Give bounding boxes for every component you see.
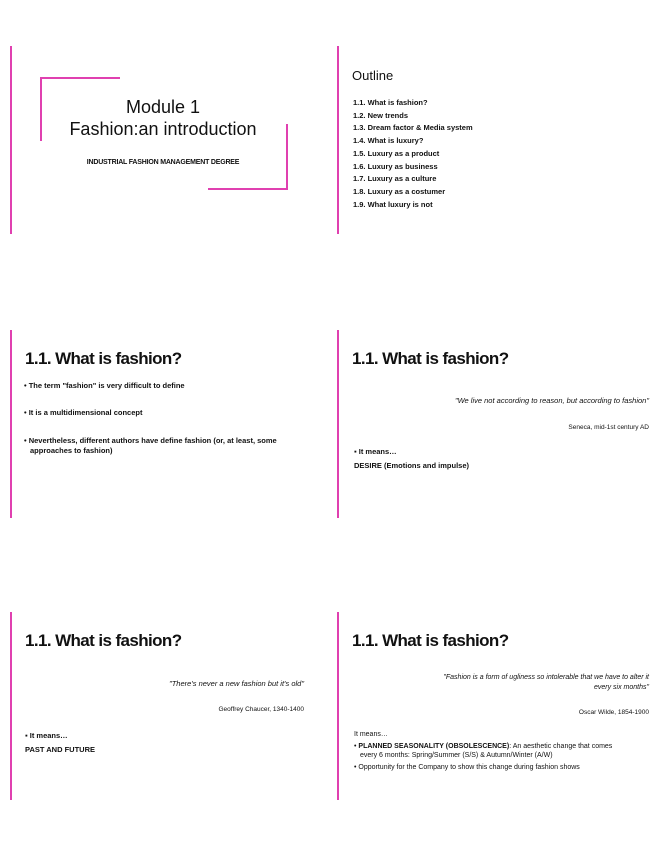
quote-author: Seneca, mid-1st century AD [568,424,649,431]
bullet-item-continued: approaches to fashion) [30,446,113,455]
quote-text-line-1: "Fashion is a form of ugliness so intolerable that we have to alter it [443,674,649,681]
slide-fashion-definition [10,330,322,518]
outline-heading: Outline [352,68,394,83]
slide-outline [337,46,649,234]
point-seasonality [354,742,649,752]
bullet-dot: • [354,764,359,771]
point-bold: PLANNED SEASONALITY (OBSOLESCENCE) [358,743,510,750]
means-value: DESIRE (Emotions and impulse) [354,461,470,470]
degree-subtitle: INDUSTRIAL FASHION MANAGEMENT DEGREE [86,159,240,166]
bullet-item: • Nevertheless, different authors have define fashion (or, at least, some [24,436,277,445]
means-value: PAST AND FUTURE [25,745,95,754]
frame-right-line [286,124,288,190]
point-rest: : An aesthetic change that comes [509,743,613,750]
means-label: ▪ It means… [25,731,68,740]
slide-title [10,46,322,234]
slide-accent-bar [10,46,12,234]
slide-fashion-chaucer [10,612,322,800]
slide-accent-bar [337,46,339,234]
quote-text: "There's never a new fashion but it's old" [169,679,304,688]
frame-top-line [40,77,120,79]
outline-item: 1.6. Luxury as business [353,161,438,171]
bullet-dot: • [354,743,359,750]
outline-item: 1.1. What is fashion? [353,98,428,107]
title-line-1: Module 1 [125,97,201,117]
slide-accent-bar [10,330,12,518]
quote-text-line-2: every six months" [593,684,649,691]
outline-item: 1.4. What is luxury? [353,136,424,146]
slide-accent-bar [10,612,12,800]
module-title [40,96,286,140]
point-seasonality-continued: every 6 months: Spring/Summer (S/S) & Autumn/Winter (A/W) [360,752,553,759]
outline-item: 1.9. What luxury is not [353,199,433,209]
outline-item: 1.7. Luxury as a culture [353,174,437,184]
slide-accent-bar [337,612,339,800]
outline-item: 1.8. Luxury as a costumer [353,186,446,196]
quote-text: "We live not according to reason, but according to fashion" [454,396,649,405]
outline-item: 1.3. Dream factor & Media system [353,123,473,133]
means-label: ▪ It means… [354,447,397,456]
slide-title: 1.1. What is fashion? [352,349,509,368]
slide-fashion-seneca [337,330,649,518]
slide-fashion-wilde [337,612,649,800]
slide-title: 1.1. What is fashion? [25,631,182,650]
means-label: It means… [354,731,388,738]
point-opportunity [354,764,580,771]
bullet-item: • The term "fashion" is very difficult to define [24,381,185,390]
slide-accent-bar [337,330,339,518]
slide-title: 1.1. What is fashion? [352,631,509,650]
quote-author: Oscar Wilde, 1854-1900 [578,709,649,716]
outline-list [353,97,473,211]
outline-item: 1.5. Luxury as a product [353,148,440,158]
title-line-2: Fashion:an introduction [69,119,257,139]
point-text: Opportunity for the Company to show this change during fashion shows [358,764,580,771]
slide-title: 1.1. What is fashion? [25,349,182,368]
quote-author: Geoffrey Chaucer, 1340-1400 [218,706,304,713]
outline-item: 1.2. New trends [353,110,409,120]
bullet-item: • It is a multidimensional concept [24,408,143,417]
frame-bottom-line [208,188,288,190]
